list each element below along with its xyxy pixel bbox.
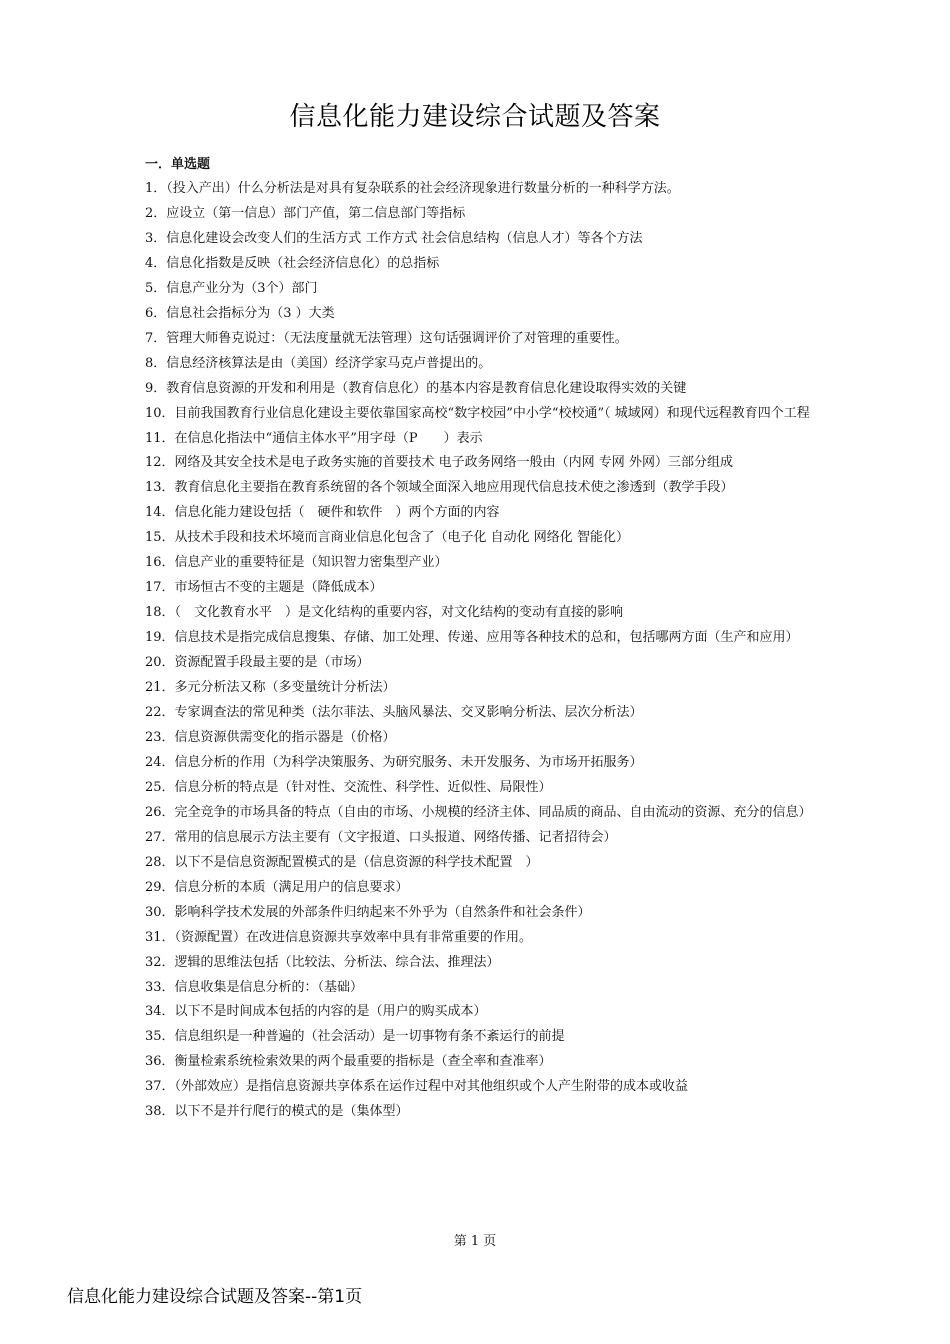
question-item: 11．在信息化指法中“通信主体水平”用字母（P ）表示: [145, 430, 483, 446]
question-item: 6．信息社会指标分为（3 ）大类: [145, 305, 335, 321]
page-number: 第 1 页: [453, 1234, 497, 1249]
question-item: 38．以下不是并行爬行的模式的是（集体型）: [145, 1104, 409, 1120]
question-item: 2．应设立（第一信息）部门产值，第二信息部门等指标: [145, 205, 466, 221]
question-item: 30．影响科学技术发展的外部条件归纳起来不外乎为（自然条件和社会条件）: [145, 904, 591, 920]
question-item: 19．信息技术是指完成信息搜集、存储、加工处理、传递、应用等各种技术的总和，包括哪两方面（生产和应用）: [145, 630, 799, 646]
question-item: 21．多元分析法又称（多变量统计分析法）: [145, 680, 396, 696]
question-item: 5．信息产业分为（3个）部门: [145, 280, 318, 296]
question-item: 4．信息化指数是反映（社会经济信息化）的总指标: [145, 255, 440, 271]
question-item: 1．（投入产出）什么分析法是对具有复杂联系的社会经济现象进行数量分析的一种科学方法。: [145, 181, 680, 196]
question-item: 18．（ 文化教育水平 ）是文化结构的重要内容，对文化结构的变动有直接的影响: [145, 605, 624, 621]
question-item: 7．管理大师鲁克说过：（无法度量就无法管理）这句话强调评价了对管理的重要性。: [145, 330, 628, 346]
question-item: 15．从技术手段和技术坏境而言商业信息化包含了（电子化 自动化 网络化 智能化）: [145, 530, 629, 546]
question-item: 8．信息经济核算法是由（美国）经济学家马克卢普提出的。: [145, 355, 492, 371]
question-item: 23．信息资源供需变化的指示器是（价格）: [145, 729, 396, 745]
question-item: 14．信息化能力建设包括（ 硬件和软件 ）两个方面的内容: [145, 505, 500, 521]
question-item: 32．逻辑的思维法包括（比较法、分析法、综合法、推理法）: [145, 954, 500, 970]
question-item: 17．市场恒古不变的主题是（降低成本）: [145, 580, 383, 596]
question-item: 22．专家调查法的常见种类（法尔菲法、头脑风暴法、交叉影响分析法、层次分析法）: [145, 705, 643, 721]
question-item: 25．信息分析的特点是（针对性、交流性、科学性、近似性、局限性）: [145, 779, 552, 795]
question-item: 33．信息收集是信息分析的：（基础）: [145, 979, 364, 995]
question-item: 36．衡量检索系统检索效果的两个最重要的指标是（查全率和查准率）: [145, 1054, 552, 1070]
question-item: 3．信息化建设会改变人们的生活方式 工作方式 社会信息结构（信息人才）等各个方法: [145, 230, 643, 246]
question-item: 9．教育信息资源的开发和利用是（教育信息化）的基本内容是教育信息化建设取得实效的关键: [145, 380, 687, 396]
question-item: 27．常用的信息展示方法主要有（文字报道、口头报道、网络传播、记者招待会）: [145, 829, 617, 845]
question-item: 34．以下不是时间成本包括的内容的是（用户的购买成本）: [145, 1004, 487, 1020]
question-list: [145, 177, 810, 1125]
question-item: 31．（资源配置）在改进信息资源共享效率中具有非常重要的作用。: [145, 929, 533, 945]
document-title: 信息化能力建设综合试题及答案: [289, 102, 661, 132]
question-item: 20．资源配置手段最主要的是（市场）: [145, 655, 370, 671]
question-item: 29．信息分析的本质（满足用户的信息要求）: [145, 879, 409, 895]
section-heading: 一．单选题: [145, 157, 211, 172]
question-item: 13．教育信息化主要指在教育系统留的各个领域全面深入地应用现代信息技术使之渗透到（教学手段）: [145, 480, 734, 496]
question-item: 26．完全竞争的市场具备的特点（自由的市场、小规模的经济主体、同品质的商品、自由流动的资源、充分的信息）: [145, 804, 812, 820]
question-item: 37．（外部效应）是指信息资源共享体系在运作过程中对其他组织或个人产生附带的成本或收益: [145, 1079, 689, 1095]
footer-caption: 信息化能力建设综合试题及答案--第1页: [67, 1287, 363, 1307]
question-item: 35．信息组织是一种普遍的（社会活动）是一切事物有条不紊运行的前提: [145, 1029, 565, 1045]
question-item: 28．以下不是信息资源配置模式的是（信息资源的科学技术配置 ）: [145, 854, 539, 870]
question-item: 24．信息分析的作用（为科学决策服务、为研究服务、未开发服务、为市场开拓服务）: [145, 754, 643, 770]
question-item: 16．信息产业的重要特征是（知识智力密集型产业）: [145, 555, 448, 571]
question-item: 12．网络及其安全技术是电子政务实施的首要技术 电子政务网络一般由（内网 专网 外网）三部分组成: [145, 455, 733, 471]
question-item: 10．目前我国教育行业信息化建设主要依靠国家高校“数字校园”中小学“校校通”（ 城域网）和现代远程教育四个工程: [145, 405, 810, 421]
